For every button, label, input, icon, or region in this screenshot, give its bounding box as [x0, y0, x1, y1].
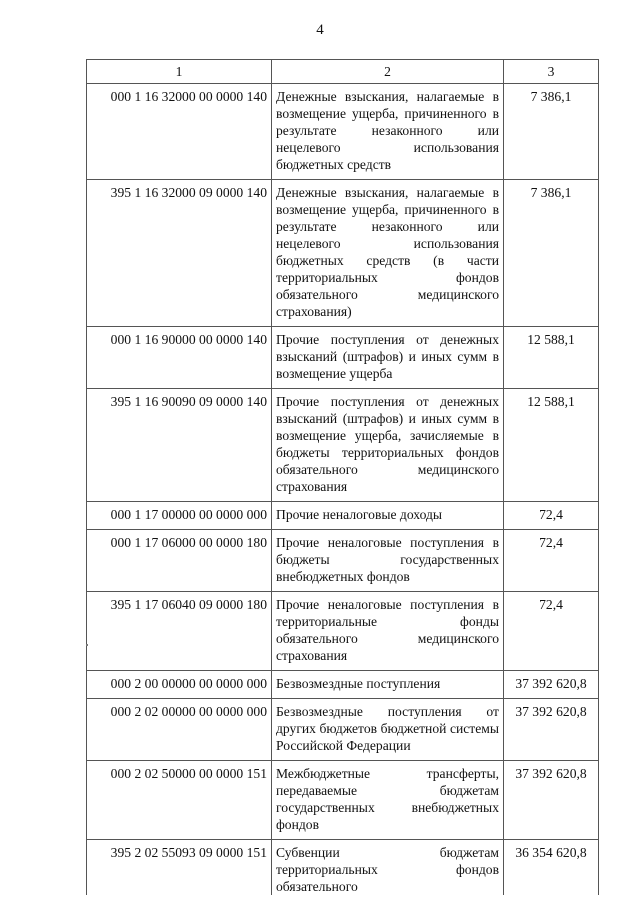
budget-code-cell: 000 2 02 00000 00 0000 000 — [87, 699, 272, 761]
table-row — [87, 180, 599, 327]
table-row — [87, 671, 599, 699]
column-header-name: 2 — [272, 60, 504, 84]
table-row — [87, 699, 599, 761]
amount-cell: 72,4 — [504, 530, 599, 592]
table-header-row — [87, 60, 599, 84]
amount-cell: 37 392 620,8 — [504, 761, 599, 840]
revenue-name-cell: Прочие неналоговые поступления в территориальные фонды обязательного медицинского страхования — [272, 592, 504, 671]
column-header-amount: 3 — [504, 60, 599, 84]
revenue-name-cell: Прочие неналоговые доходы — [272, 502, 504, 530]
column-header-code: 1 — [87, 60, 272, 84]
table-row — [87, 327, 599, 389]
table-row — [87, 592, 599, 671]
amount-cell: 12 588,1 — [504, 327, 599, 389]
budget-code-cell: 395 1 16 32000 09 0000 140 — [87, 180, 272, 327]
table-row — [87, 502, 599, 530]
amount-cell: 7 386,1 — [504, 180, 599, 327]
table-row — [87, 761, 599, 840]
revenue-name-cell: Прочие неналоговые поступления в бюджеты государственных внебюджетных фондов — [272, 530, 504, 592]
amount-cell: 36 354 620,8 — [504, 840, 599, 896]
margin-tick-mark — [86, 644, 88, 646]
table-row — [87, 840, 599, 896]
revenue-name-cell: Субвенции бюджетам территориальных фондов обязательного — [272, 840, 504, 896]
revenue-name-cell: Прочие поступления от денежных взысканий (штрафов) и иных сумм в возмещение ущерба — [272, 327, 504, 389]
amount-cell: 37 392 620,8 — [504, 699, 599, 761]
amount-cell: 7 386,1 — [504, 84, 599, 180]
revenue-name-cell: Прочие поступления от денежных взысканий (штрафов) и иных сумм в возмещение ущерба, зачисляемые в бюджеты территориальных фондов обязательного медицинского страхования — [272, 389, 504, 502]
budget-code-cell: 000 2 02 50000 00 0000 151 — [87, 761, 272, 840]
budget-code-cell: 395 1 16 90090 09 0000 140 — [87, 389, 272, 502]
table-row — [87, 84, 599, 180]
revenue-name-cell: Денежные взыскания, налагаемые в возмещение ущерба, причиненного в результате незаконного или нецелевого использования бюджетных средств (в части территориальных фондов обязательного медицинского страхования) — [272, 180, 504, 327]
table-row — [87, 530, 599, 592]
page-number: 4 — [316, 22, 324, 38]
budget-code-cell: 000 2 00 00000 00 0000 000 — [87, 671, 272, 699]
budget-revenue-table — [86, 59, 599, 895]
revenue-name-cell: Денежные взыскания, налагаемые в возмещение ущерба, причиненного в результате незаконного или нецелевого использования бюджетных средств — [272, 84, 504, 180]
table-row — [87, 389, 599, 502]
budget-code-cell: 000 1 16 32000 00 0000 140 — [87, 84, 272, 180]
budget-code-cell: 000 1 16 90000 00 0000 140 — [87, 327, 272, 389]
amount-cell: 12 588,1 — [504, 389, 599, 502]
budget-code-cell: 395 2 02 55093 09 0000 151 — [87, 840, 272, 896]
budget-code-cell: 000 1 17 06000 00 0000 180 — [87, 530, 272, 592]
amount-cell: 72,4 — [504, 502, 599, 530]
revenue-name-cell: Межбюджетные трансферты, передаваемые бюджетам государственных внебюджетных фондов — [272, 761, 504, 840]
amount-cell: 72,4 — [504, 592, 599, 671]
budget-code-cell: 395 1 17 06040 09 0000 180 — [87, 592, 272, 671]
revenue-name-cell: Безвозмездные поступления от других бюджетов бюджетной системы Российской Федерации — [272, 699, 504, 761]
revenue-name-cell: Безвозмездные поступления — [272, 671, 504, 699]
budget-code-cell: 000 1 17 00000 00 0000 000 — [87, 502, 272, 530]
amount-cell: 37 392 620,8 — [504, 671, 599, 699]
